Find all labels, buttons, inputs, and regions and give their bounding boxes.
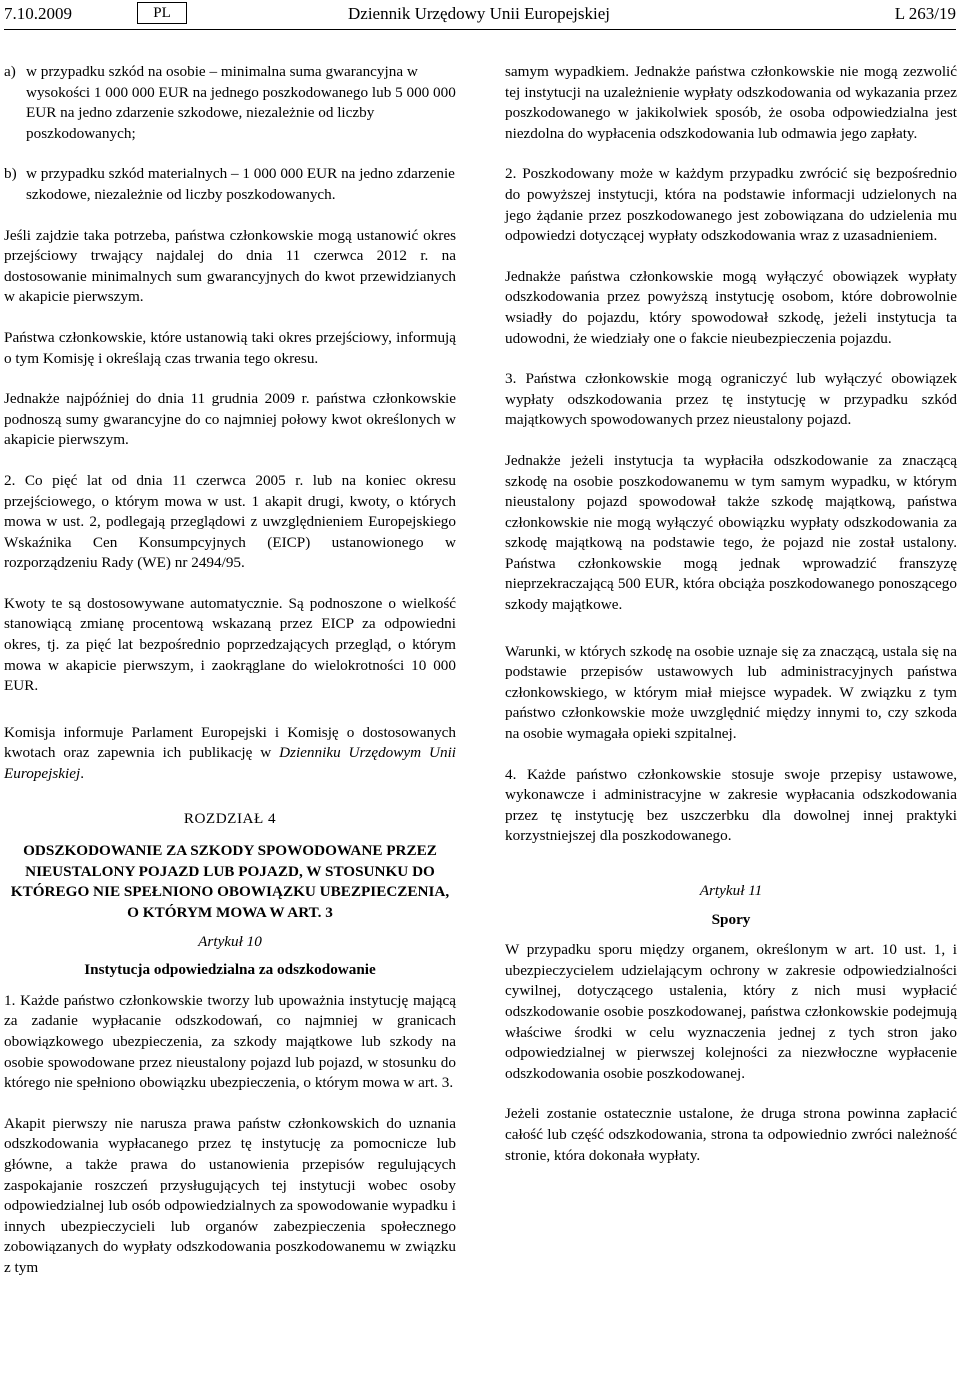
- list-marker: b): [4, 165, 17, 183]
- left-column: [4, 62, 456, 1299]
- paragraph: Jeśli zajdzie taka potrzeba, państwa członkowskie mogą ustanowić okres przejściowy trwający najdalej do dnia 11 czerwca 2012 r. na dostosowanie minimalnych sum gwarancyjnych do kwot przewidzianych w akapicie pierwszym.: [4, 226, 456, 306]
- paragraph: W przypadku sporu między organem, określonym w art. 10 ust. 1, i ubezpieczycielem udzielającym ochrony w zakresie odpowiedzialności cywilnej, dotyczącego ustalenia, który z nich musi wypłacić odszkodowanie osobie poszkodowanej, państwa członkowskie podejmują właściwe środki w celu wyznaczenia jednej z tych stron jako odpowiedzialnej w pierwszej kolejności za niezwłoczne wypłacenie odszkodowania osobie poszkodowanej.: [505, 941, 957, 1082]
- paragraph: [4, 723, 456, 785]
- header-rule: [4, 29, 956, 30]
- paragraph: Jednakże jeżeli instytucja ta wypłaciła odszkodowanie za znaczącą szkodę na osobie poszkodowanemu w tym samym wypadku, w którym nieustalony pojazd spowodował także szkodę majątkową, państwa członkowskie nie mogą wyłączyć obowiązku wypłaty odszkodowania za szkodę majątkową na podstawie tego, że pojazd nie został ustalony. Państwa członkowskie mogą jednak wprowadzić franszyzę nieprzekraczającą 500 EUR, która obciąża poszkodowanego ponoszącego szkody majątkowe.: [505, 451, 957, 614]
- paragraph: Jednakże państwa członkowskie mogą wyłączyć obowiązek wypłaty odszkodowania przez powyższą instytucję osobom, które dobrowolnie wsiadły do pojazdu, który spowodował szkodę, jeżeli instytucja ta udowodni, że wiedziały one o fakcie nieubezpieczenia pojazdu.: [505, 267, 957, 347]
- paragraph: Kwoty te są dostosowywane automatycznie. Są podnoszone o wielkość stanowiącą zmianę procentową wskazaną przez EICP za odpowiedni okres, tj. za pięć lat bezpośrednio poprzedzających przegląd, o którym mowa w akapicie pierwszym, i zaokrąglane do wielokrotności 10 000 EUR.: [4, 594, 456, 695]
- paragraph: Jeżeli zostanie ostatecznie ustalone, że druga strona powinna zapłacić całość lub część odszkodowania, strona ta odpowiednio zwróci należność stronie, która dokonała wypłaty.: [505, 1105, 957, 1164]
- publication-date: 7.10.2009: [4, 4, 72, 23]
- article-number: Artykuł 10: [198, 932, 262, 950]
- list-item-b: [4, 164, 456, 205]
- paragraph: 2. Poszkodowany może w każdym przypadku zwrócić się bezpośrednio do powyższej instytucji, która na podstawie informacji udzielonych na jego żądanie przez poszkodowanego jest zobowiązana do udzielenia mu odpowiedzi dotyczącej wypłaty odszkodowania wraz z uzasadnieniem.: [505, 165, 957, 245]
- list-marker: a): [4, 63, 16, 80]
- journal-reference: Dzienniku Urzędowym Unii Europejskiej: [4, 744, 457, 783]
- paragraph: 2. Co pięć lat od dnia 11 czerwca 2005 r. lub na koniec okresu przejściowego, o którym mowa w ust. 1 akapit drugi, kwoty, o których mowa w ust. 2, podlegają przeglądowi z uwzględnieniem Europejskiego Wskaźnika Cen Konsumpcyjnych (EICP) ustanowionego w rozporządzeniu Rady (WE) nr 2494/95.: [4, 471, 456, 572]
- paragraph: 1. Każde państwo członkowskie tworzy lub upoważnia instytucję mającą za zadanie wypłacanie odszkodowań, co najmniej w granicach obowiązkowego ubezpieczenia, za szkody majątkowe lub szkody na osobie spowodowane przez nieustalony pojazd lub pojazd, w stosunku do którego nie spełniono obowiązku ubezpieczenia, o którym mowa w art. 3.: [4, 991, 456, 1092]
- article-title: Instytucja odpowiedzialna za odszkodowanie: [84, 961, 376, 979]
- paragraph: samym wypadkiem. Jednakże państwa członkowskie nie mogą zezwolić tej instytucji na uzależnienie wypłaty odszkodowania od wykazania przez poszkodowanego w jakikolwiek sposób, że osoba odpowiedzialna jest niezdolna do wypłacenia odszkodowania lub odmawia jego zapłaty.: [505, 63, 957, 142]
- article-title: Spory: [711, 910, 751, 928]
- language-badge: PL: [137, 2, 187, 24]
- list-text: w przypadku szkód na osobie – minimalna suma gwarancyjna w wysokości 1 000 000 EUR na jednego poszkodowanego lub 5 000 000 EUR na jedno zdarzenie szkodowe, niezależnie od liczby poszkodowanych;: [26, 63, 456, 142]
- paragraph: Akapit pierwszy nie narusza prawa państw członkowskich do uznania odszkodowania wypłacanego przez tę instytucję za pomocnicze lub główne, a także prawa do ustanowienia przepisów regulujących zaspokajanie roszczeń przysługujących tej instytucji wobec osoby odpowiedzialnej lub osób odpowiedzialnych za spowodowanie wypadku i innych ubezpieczycieli lub organów zabezpieczenia społecznego zobowiązanych do wypłaty odszkodowania poszkodowanemu w związku z tym: [4, 1114, 456, 1276]
- paragraph: 3. Państwa członkowskie mogą ograniczyć lub wyłączyć obowiązek wypłaty odszkodowania przez tę instytucję w przypadku szkód majątkowych spowodowanych przez nieustalony pojazd.: [505, 370, 957, 429]
- right-column: [505, 62, 957, 1186]
- chapter-number: ROZDZIAŁ 4: [183, 809, 277, 827]
- paragraph: 4. Każde państwo członkowskie stosuje swoje przepisy ustawowe, wykonawcze i administracyjne w zakresie wypłacania odszkodowania przez tę instytucję bez uszczerbku dla dowolnej innej praktyki korzystniejszej dla poszkodowanego.: [505, 765, 957, 845]
- paragraph: Państwa członkowskie, które ustanowią taki okres przejściowy, informują o tym Komisję i określają czas trwania tego okresu.: [4, 328, 456, 367]
- article-number: Artykuł 11: [699, 882, 763, 899]
- page-header: [4, 2, 956, 30]
- chapter-title: ODSZKODOWANIE ZA SZKODY SPOWODOWANE PRZEZ NIEUSTALONY POJAZD LUB POJAZD, W STOSUNKU DO KTÓREGO NIE SPEŁNIONO OBOWIĄZKU UBEZPIECZENIA, O KTÓRYM MOWA W ART. 3: [10, 842, 450, 921]
- paragraph-text: Komisja informuje Parlament Europejski i Komisję o dostosowanych kwotach oraz zapewnia ich publikację w: [4, 723, 456, 762]
- journal-title: Dziennik Urzędowy Unii Europejskiej: [348, 4, 611, 23]
- paragraph: Warunki, w których szkodę na osobie uznaje się za znaczącą, ustala się na podstawie przepisów ustawowych lub administracyjnych państwa członkowskiego, w którym miał miejsce wypadek. W związku z tym państwo członkowskie może uwzględnić między innymi to, czy szkoda na osobie wymagała opieki szpitalnej.: [505, 642, 957, 743]
- list-item-a: [4, 62, 456, 144]
- paragraph-text: .: [80, 765, 84, 783]
- paragraph: Jednakże najpóźniej do dnia 11 grudnia 2009 r. państwa członkowskie podnoszą sumy gwarancyjne do co najmniej połowy kwot określonych w akapicie pierwszym.: [4, 390, 456, 449]
- list-text: w przypadku szkód materialnych – 1 000 000 EUR na jedno zdarzenie szkodowe, niezależnie od liczby poszkodowanych.: [26, 165, 455, 203]
- page-reference: L 263/19: [894, 4, 956, 23]
